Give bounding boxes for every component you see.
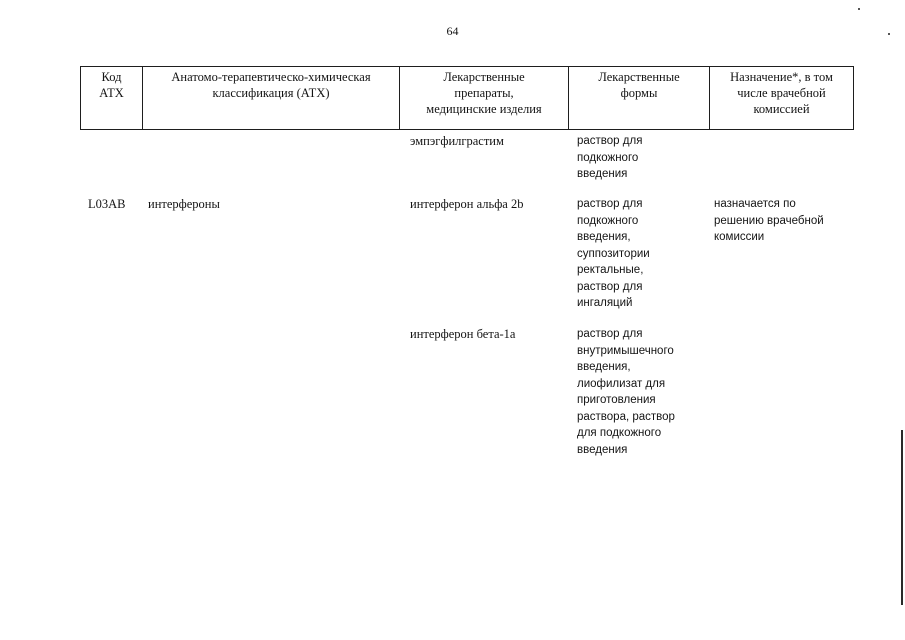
forms-line: ректальные, <box>577 264 644 276</box>
table-row-forms <box>577 326 675 458</box>
page-number: 64 <box>446 24 459 38</box>
forms-line: ингаляций <box>577 297 633 309</box>
forms-line: суппозитории <box>577 247 650 260</box>
header-code-atc <box>81 67 143 129</box>
table-row-drug: интерферон альфа 2b <box>410 197 524 211</box>
header-line: медицинские изделия <box>426 102 542 116</box>
forms-line: раствора, раствор <box>577 410 675 423</box>
forms-line: для подкожного <box>577 427 662 439</box>
header-line: АТХ <box>99 86 124 100</box>
forms-line: введения <box>577 168 628 180</box>
forms-line: подкожного <box>577 151 639 164</box>
header-line: формы <box>620 86 658 100</box>
table-row-drug: интерферон бета-1а <box>410 327 516 341</box>
header-line: Назначение*, в том <box>730 70 833 84</box>
forms-line: подкожного <box>577 214 639 227</box>
forms-line: раствор для <box>577 135 643 147</box>
forms-line: внутримышечного <box>577 344 674 357</box>
table-row-purpose <box>714 196 824 246</box>
header-line: числе врачебной <box>737 86 826 100</box>
header-atc-classification <box>143 67 400 129</box>
header-line: Анатомо-терапевтическо-химическая <box>171 70 371 84</box>
purpose-line: комиссии <box>714 231 765 243</box>
header-purpose <box>710 67 853 129</box>
table-row-forms <box>577 133 642 183</box>
forms-line: раствор для <box>577 198 643 210</box>
header-line: Лекарственные <box>443 70 525 84</box>
scan-edge-line <box>901 430 903 605</box>
header-line: Лекарственные <box>598 70 680 84</box>
scan-speck <box>888 33 890 35</box>
header-drugs <box>400 67 569 129</box>
scan-speck <box>858 8 860 10</box>
forms-line: раствор для <box>577 280 643 293</box>
forms-line: раствор для <box>577 328 643 340</box>
forms-line: введения, <box>577 231 631 243</box>
forms-line: введения, <box>577 361 631 373</box>
purpose-line: назначается по <box>714 198 796 210</box>
table-row-classification: интерфероны <box>148 197 220 211</box>
table-row-atc-code: L03AB <box>88 197 126 211</box>
table-row-drug: эмпэгфилграстим <box>410 134 504 148</box>
forms-line: приготовления <box>577 394 656 406</box>
forms-line: лиофилизат для <box>577 377 666 390</box>
forms-line: введения <box>577 443 628 456</box>
header-line: комиссией <box>753 102 810 116</box>
header-line: Код <box>101 70 122 84</box>
header-line: классификация (АТХ) <box>212 86 330 100</box>
purpose-line: решению врачебной <box>714 214 824 227</box>
header-dosage-forms <box>569 67 710 129</box>
header-line: препараты, <box>454 86 514 100</box>
table-header <box>80 66 854 130</box>
table-row-forms <box>577 196 650 312</box>
